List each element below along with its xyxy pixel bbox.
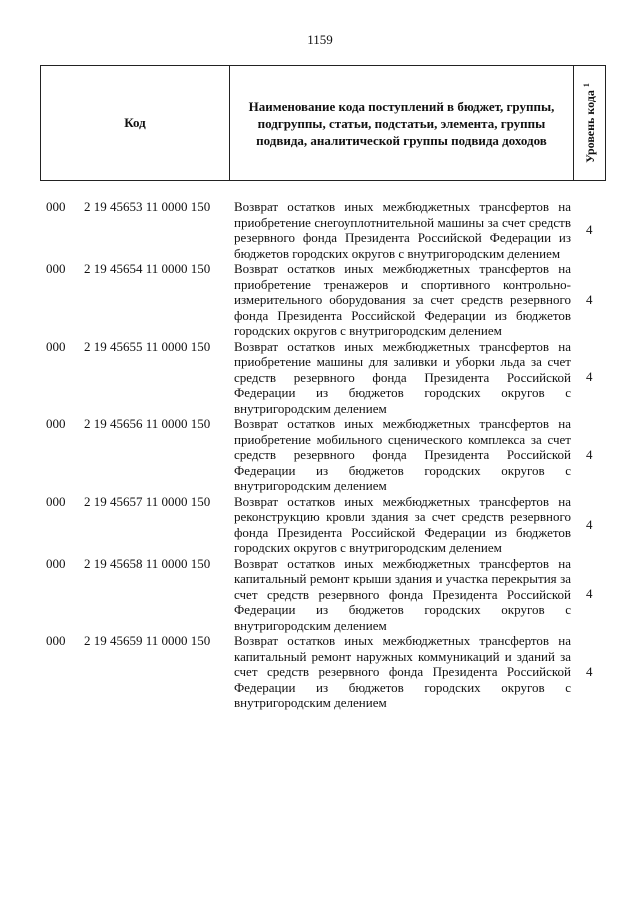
code-level: 4 (586, 369, 593, 385)
table-row (0, 339, 640, 417)
header-level-footnote: 1 (581, 83, 591, 88)
revenue-description: Возврат остатков иных межбюджетных трансфертов на приобретение мобильного сценического комплекса за счет средств резервного фонда Президента Российской Федерации из бюджетов городских округов с внутригородским делением (234, 416, 571, 493)
code-level: 4 (586, 663, 593, 679)
revenue-code: 2 19 45659 11 0000 150 (84, 633, 211, 648)
table-row (0, 261, 640, 339)
table-row (0, 633, 640, 711)
admin-code: 000 (46, 633, 66, 648)
admin-code: 000 (46, 493, 66, 509)
header-code: Код (41, 66, 230, 180)
table-body (0, 199, 640, 711)
revenue-code: 2 19 45657 11 0000 150 (84, 493, 211, 509)
revenue-description: Возврат остатков иных межбюджетных трансфертов на приобретение тренажеров и спортивного контрольно-измерительного оборудования за счет средств резервного фонда Президента Российской Федерации из бюджетов городских округов с внутригородским делением (234, 261, 571, 338)
revenue-code: 2 19 45658 11 0000 150 (84, 555, 211, 571)
admin-code: 000 (46, 555, 66, 571)
table-row (0, 416, 640, 494)
code-level: 4 (586, 446, 593, 462)
admin-code: 000 (46, 416, 66, 431)
table-row (0, 494, 640, 556)
header-level-label (582, 83, 598, 163)
revenue-description: Возврат остатков иных межбюджетных трансфертов на реконструкцию кровли здания за счет средств резервного фонда Президента Российской Федерации из бюджетов городских округов с внутригородским делением (234, 493, 571, 555)
code-level: 4 (586, 222, 593, 237)
table-row (0, 556, 640, 634)
header-name: Наименование кода поступлений в бюджет, группы, подгруппы, статьи, подстатьи, элемента, группы подвида, аналитической группы подвида доходов (230, 66, 574, 180)
page-number: 1159 (307, 32, 333, 47)
revenue-description: Возврат остатков иных межбюджетных трансфертов на приобретение снегоуплотнительной машины за счет средств резервного фонда Президента Российской Федерации из бюджетов городских округов с внутригородским делением (234, 199, 571, 261)
revenue-description: Возврат остатков иных межбюджетных трансфертов на капитальный ремонт крыши здания и участка перекрытия за счет средств резервного фонда Президента Российской Федерации из бюджетов городских округов с внутригородским делением (234, 555, 571, 633)
header-level (574, 66, 605, 180)
admin-code: 000 (46, 261, 66, 276)
code-level: 4 (586, 516, 593, 532)
revenue-description: Возврат остатков иных межбюджетных трансфертов на капитальный ремонт наружных коммуникаций и зданий за счет средств резервного фонда Президента Российской Федерации из бюджетов городских округов с внутригородским делением (234, 633, 571, 710)
revenue-code: 2 19 45655 11 0000 150 (84, 338, 211, 354)
header-level-text: Уровень кода (582, 90, 597, 163)
table-header (40, 65, 606, 181)
revenue-code: 2 19 45653 11 0000 150 (84, 199, 211, 214)
code-level: 4 (586, 291, 593, 307)
revenue-description: Возврат остатков иных межбюджетных трансфертов на приобретение машины для заливки и уборки льда за счет средств резервного фонда Президента Российской Федерации из бюджетов городских округов с внутригородским делением (234, 338, 571, 416)
revenue-code: 2 19 45654 11 0000 150 (84, 261, 211, 276)
revenue-code: 2 19 45656 11 0000 150 (84, 416, 211, 431)
admin-code: 000 (46, 199, 66, 214)
code-level: 4 (586, 586, 593, 602)
table-row (0, 199, 640, 261)
admin-code: 000 (46, 338, 66, 354)
